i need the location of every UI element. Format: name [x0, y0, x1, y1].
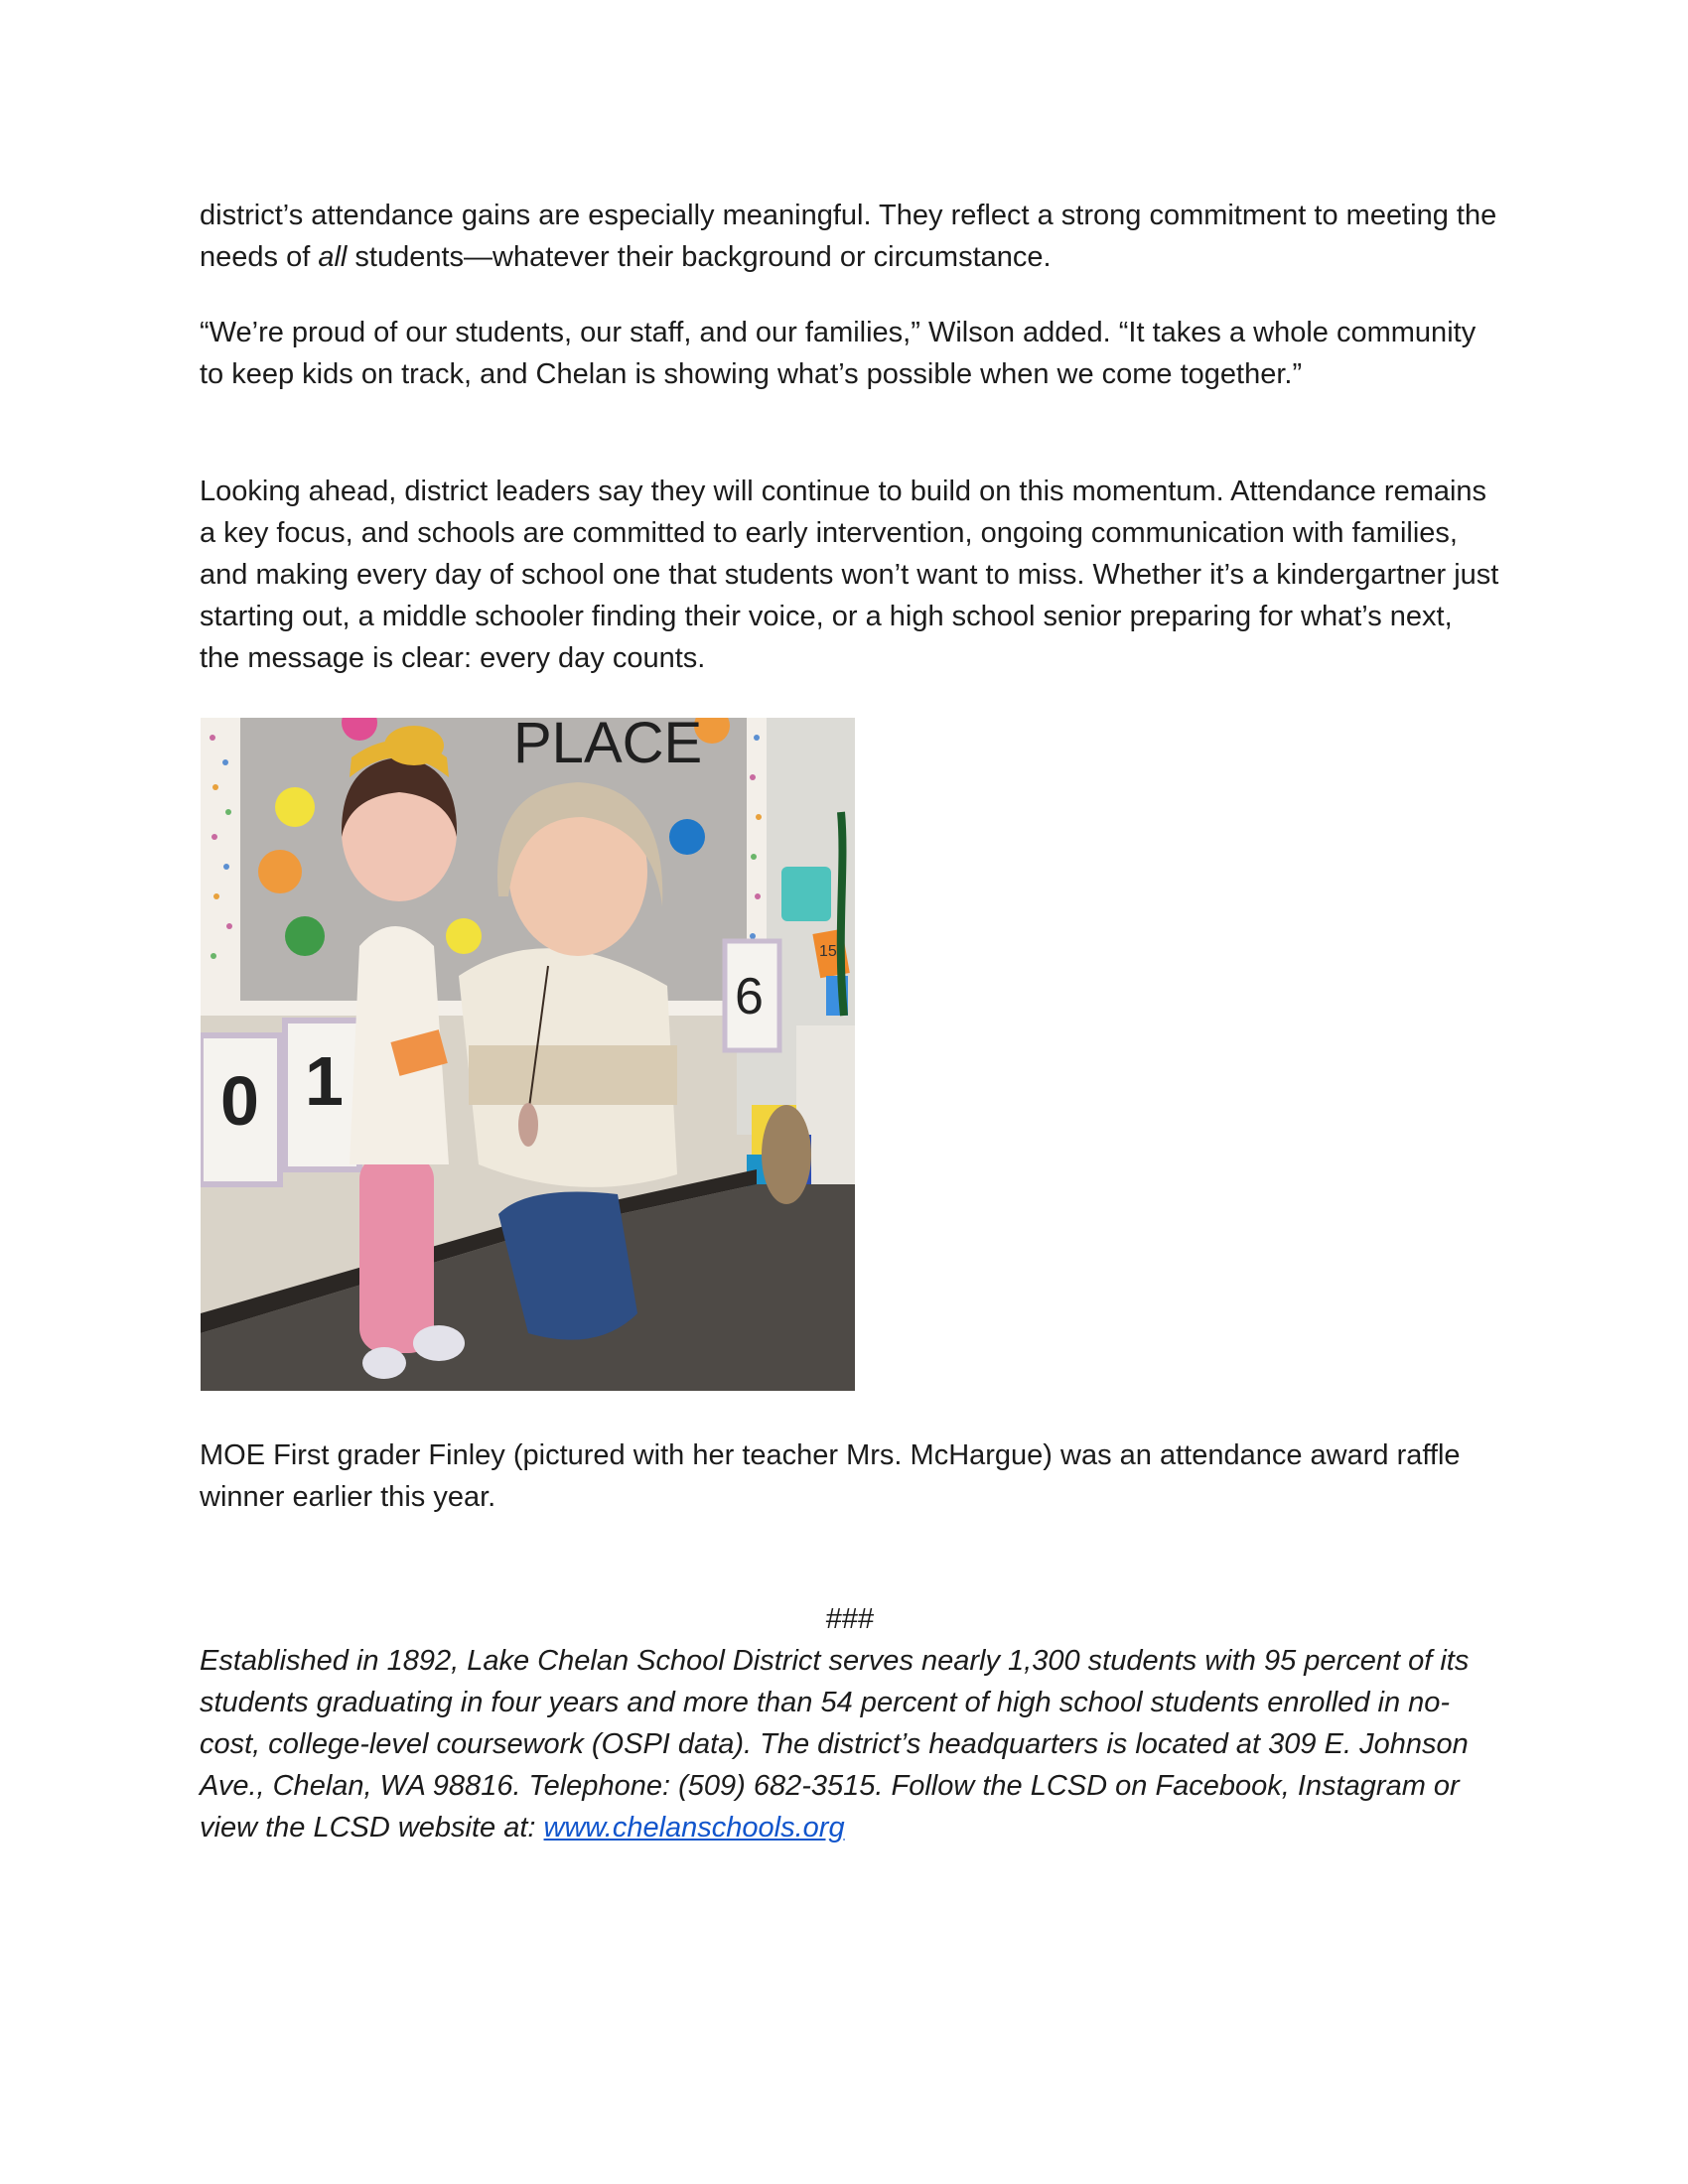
- paragraph-text: students—whatever their background or circumstance.: [347, 241, 1052, 273]
- yellow-dot: [275, 787, 315, 827]
- svg-text:15: 15: [819, 943, 837, 960]
- number-card-1: [285, 1021, 359, 1169]
- photo-caption: MOE First grader Finley (pictured with her teacher Mrs. McHargue) was an attendance award raffle winner earlier this year.: [200, 1439, 1461, 1513]
- photo-student-and-teacher: [201, 718, 855, 1391]
- district-boilerplate: [200, 1640, 1510, 1848]
- district-website-link[interactable]: www.chelanschools.org: [543, 1812, 845, 1843]
- yellow-dot-2: [446, 918, 482, 954]
- blue-dot: [669, 819, 705, 855]
- number-card-0: [201, 1035, 280, 1184]
- svg-text:1: 1: [305, 1042, 344, 1120]
- orange-dot: [258, 850, 302, 893]
- end-marker: ###: [825, 1603, 875, 1635]
- green-dot: [285, 916, 325, 956]
- boilerplate-text: Established in 1892, Lake Chelan School District serves nearly 1,300 students with 95 percent of its students graduating in four years and more than 54 percent of high school students enrolled in no-cost, college-level coursework (OSPI data). The district’s headquarters is located at 309 E. Johnson Ave., Chelan, WA 98816. Telephone: (509) 682-3515. Follow the LCSD on Facebook, Instagram or view the LCSD website at:: [200, 1645, 1470, 1843]
- paragraph-wilson-quote: “We’re proud of our students, our staff, and our families,” Wilson added. “It takes a whole community to keep kids on track, and Chelan is showing what’s possible when we come together.”: [200, 317, 1477, 390]
- number-card-6: [725, 941, 779, 1050]
- paragraph-text: district’s attendance gains are especially meaningful. They reflect a strong commitment to meeting the needs of: [200, 200, 1497, 273]
- svg-text:6: 6: [735, 968, 764, 1025]
- teal-holder: [781, 867, 831, 921]
- paragraph-attendance-gains: [200, 195, 1500, 278]
- paragraph-looking-ahead: Looking ahead, district leaders say they will continue to build on this momentum. Attendance remains a key focus, and schools are committed to early intervention, ongoing communication with families, and making every day of school one that students won’t want to miss. Whether it’s a kindergartner just starting out, a middle schooler finding their voice, or a high school senior preparing for what’s next, the message is clear: every day counts.: [200, 476, 1499, 674]
- board-text: PLACE: [513, 718, 703, 775]
- svg-text:0: 0: [220, 1062, 259, 1140]
- green-cord: [841, 812, 844, 1016]
- emphasis-all: all: [318, 241, 348, 273]
